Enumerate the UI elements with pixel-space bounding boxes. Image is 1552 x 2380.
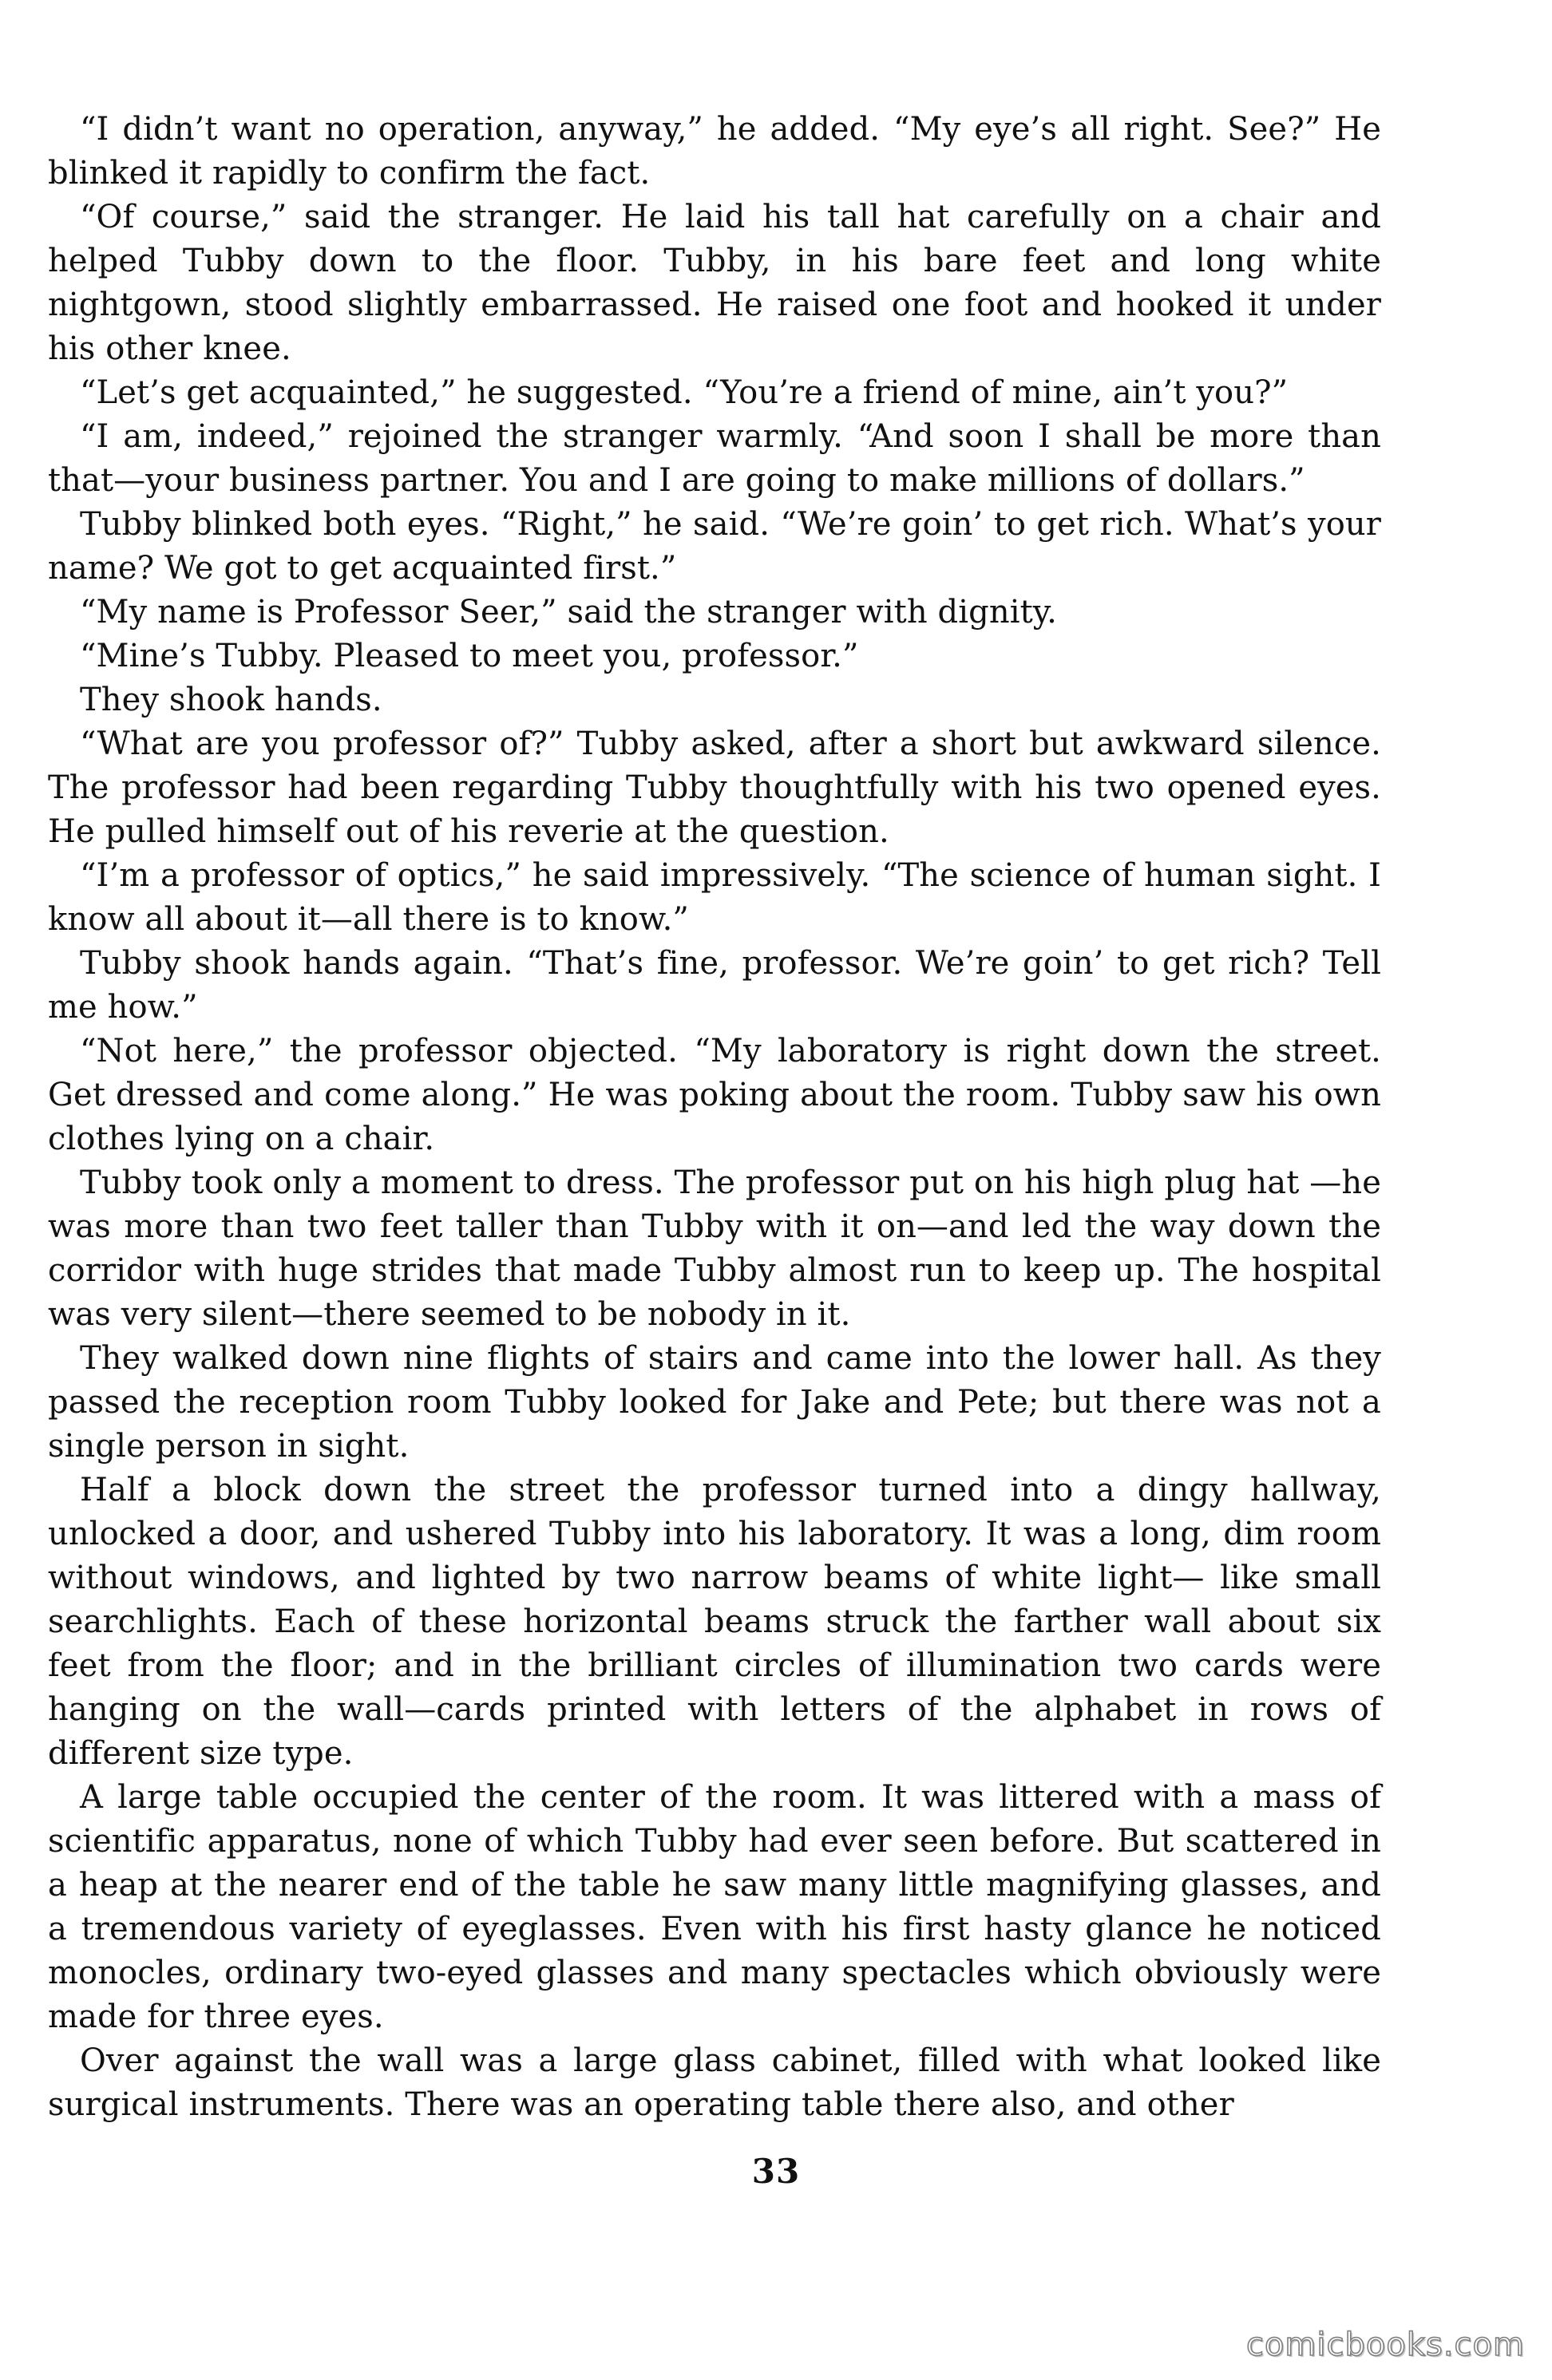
paragraph-9: “What are you professor of?” Tubby asked, after a short but awkward silence. The professor had been regarding Tubby thoughtfully with his two opened eyes. He pulled himself out of his reverie at the question.: [48, 725, 1381, 850]
paragraph-2: “Of course,” said the stranger. He laid his tall hat carefully on a chair and helped Tubby down to the floor. Tubby, in his bare feet and long white nightgown, stood slightly embarrassed. He raised one foot and hooked it under his other knee.: [48, 199, 1381, 367]
paragraph-11: Tubby shook hands again. “That’s fine, professor. We’re goin’ to get rich? Tell me how.”: [48, 945, 1381, 1026]
paragraph-16: A large table occupied the center of the room. It was littered with a mass of scientific apparatus, none of which Tubby had ever seen before. But scattered in a heap at the nearer end of the table he saw many little magnifying glasses, and a tremendous variety of eyeglasses. Even with his first hasty glance he noticed monocles, ordinary two-eyed glasses and many spectacles which obviously were made for three eyes.: [48, 1779, 1381, 2035]
paragraph-13: Tubby took only a moment to dress. The professor put on his high plug hat —he was more than two feet taller than Tubby with it on—and led the way down the corridor with huge strides that made Tubby almost run to keep up. The hospital was very silent—there seemed to be nobody in it.: [48, 1164, 1381, 1333]
page-number: 33: [751, 2152, 801, 2191]
paragraph-5: Tubby blinked both eyes. “Right,” he said. “We’re goin’ to get rich. What’s your name? We got to get acquainted first.”: [48, 506, 1381, 587]
paragraph-10: “I’m a professor of optics,” he said impressively. “The science of human sight. I know all about it—all there is to know.”: [48, 857, 1381, 938]
paragraph-1: “I didn’t want no operation, anyway,” he added. “My eye’s all right. See?” He blinked it rapidly to confirm the fact.: [48, 111, 1381, 192]
paragraph-6: “My name is Professor Seer,” said the stranger with dignity.: [80, 594, 1057, 631]
paragraph-4: “I am, indeed,” rejoined the stranger warmly. “And soon I shall be more than that—your business partner. You and I are going to make millions of dollars.”: [48, 418, 1381, 499]
paragraph-14: They walked down nine flights of stairs and came into the lower hall. As they passed the reception room Tubby looked for Jake and Pete; but there was not a single person in sight.: [48, 1340, 1381, 1465]
paragraph-17: Over against the wall was a large glass cabinet, filled with what looked like surgical instruments. There was an operating table there also, and other: [48, 2042, 1381, 2123]
watermark: comicbooks.com: [1245, 2327, 1525, 2363]
paragraph-3: “Let’s get acquainted,” he suggested. “You’re a friend of mine, ain’t you?”: [80, 374, 1289, 411]
body-text: [48, 108, 1381, 2127]
paragraph-15: Half a block down the street the professor turned into a dingy hallway, unlocked a door, and ushered Tubby into his laboratory. It was a long, dim room without windows, and lighted by two narrow beams of white light— like small searchlights. Each of these horizontal beams struck the farther wall about six feet from the floor; and in the brilliant circles of illumination two cards were hanging on the wall—cards printed with letters of the alphabet in rows of different size type.: [48, 1472, 1381, 1772]
paragraph-7: “Mine’s Tubby. Pleased to meet you, professor.”: [80, 638, 859, 674]
paragraph-8: They shook hands.: [80, 682, 382, 718]
paragraph-12: “Not here,” the professor objected. “My laboratory is right down the street. Get dressed and come along.” He was poking about the room. Tubby saw his own clothes lying on a chair.: [48, 1033, 1381, 1157]
